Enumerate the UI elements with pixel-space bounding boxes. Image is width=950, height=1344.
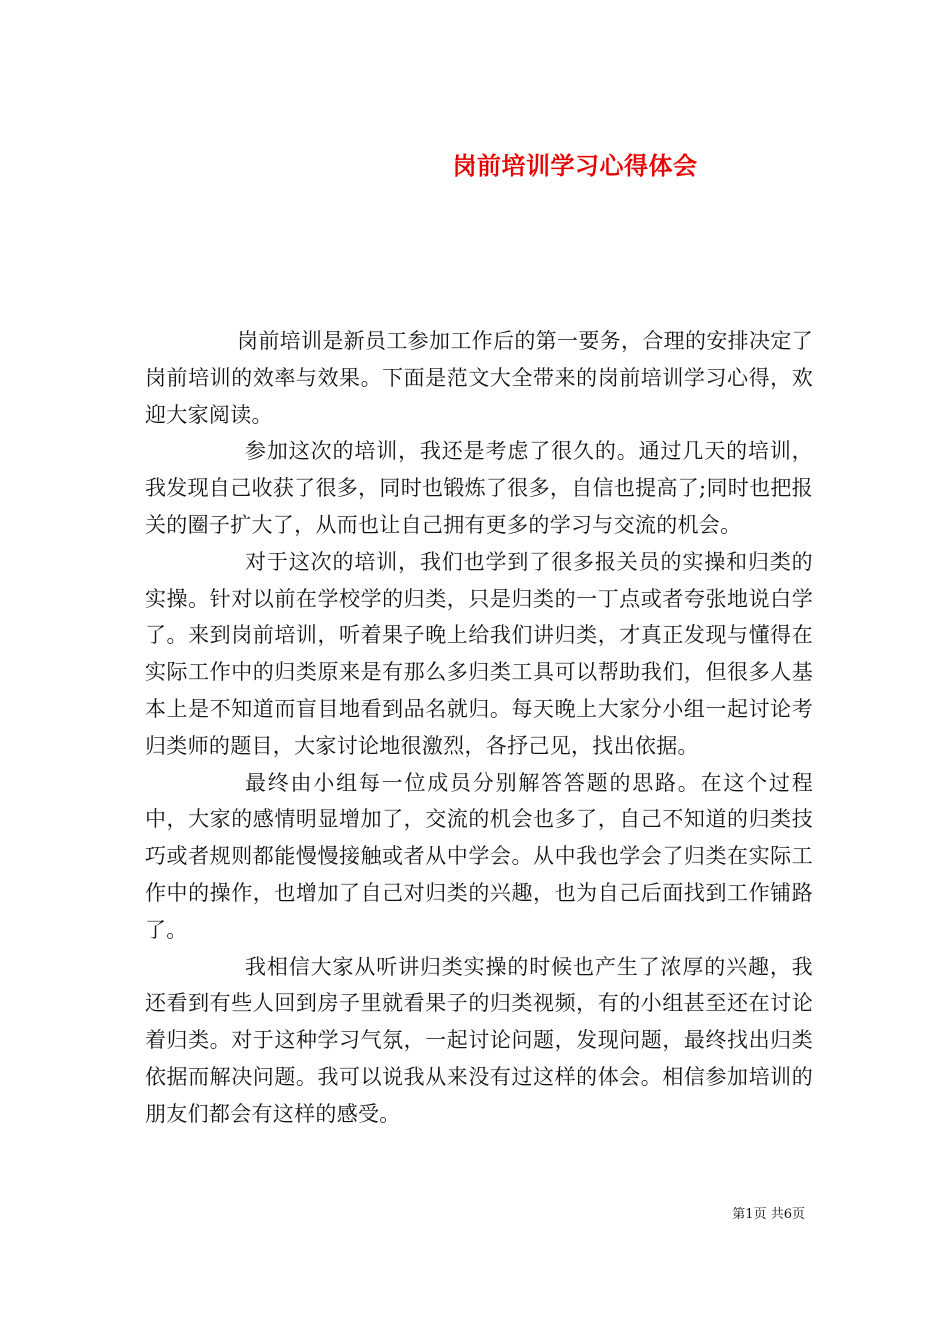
footer-current-page: 1: [745, 1207, 754, 1222]
footer-middle: 页 共: [753, 1207, 784, 1222]
page-footer: [732, 1206, 805, 1224]
paragraph-5: 我相信大家从听讲归类实操的时候也产生了浓厚的兴趣，我还看到有些人回到房子里就看果子的归类视频，有的小组甚至还在讨论着归类。对于这种学习气氛，一起讨论问题，发现问题，最终找出归类依据而解决问题。我可以说我从来没有过这样的体会。相信参加培训的朋友们都会有这样的感受。: [145, 954, 813, 1126]
document-body: [145, 323, 813, 1133]
document-title: 岗前培训学习心得体会: [452, 151, 698, 181]
paragraph-4: 最终由小组每一位成员分别解答答题的思路。在这个过程中，大家的感情明显增加了，交流的机会也多了，自己不知道的归类技巧或者规则都能慢慢接触或者从中学会。从中我也学会了归类在实际工作中的操作，也增加了自己对归类的兴趣，也为自己后面找到工作铺路了。: [145, 770, 813, 942]
paragraph-3: 对于这次的培训，我们也学到了很多报关员的实操和归类的实操。针对以前在学校学的归类，只是归类的一丁点或者夸张地说白学了。来到岗前培训，听着果子晚上给我们讲归类，才真正发现与懂得在实际工作中的归类原来是有那么多归类工具可以帮助我们，但很多人基本上是不知道而盲目地看到品名就归。每天晚上大家分小组一起讨论考归类师的题目，大家讨论地很激烈，各抒己见，找出依据。: [145, 549, 813, 758]
paragraph-1: 岗前培训是新员工参加工作后的第一要务，合理的安排决定了岗前培训的效率与效果。下面是范文大全带来的岗前培训学习心得，欢迎大家阅读。: [145, 329, 813, 427]
footer-total-pages: 6: [783, 1207, 792, 1222]
footer-suffix: 页: [791, 1207, 805, 1222]
paragraph-2: 参加这次的培训，我还是考虑了很久的。通过几天的培训，我发现自己收获了很多，同时也锻炼了很多，自信也提高了;同时也把报关的圈子扩大了，从而也让自己拥有更多的学习与交流的机会。: [145, 439, 813, 537]
footer-prefix: 第: [732, 1207, 746, 1222]
